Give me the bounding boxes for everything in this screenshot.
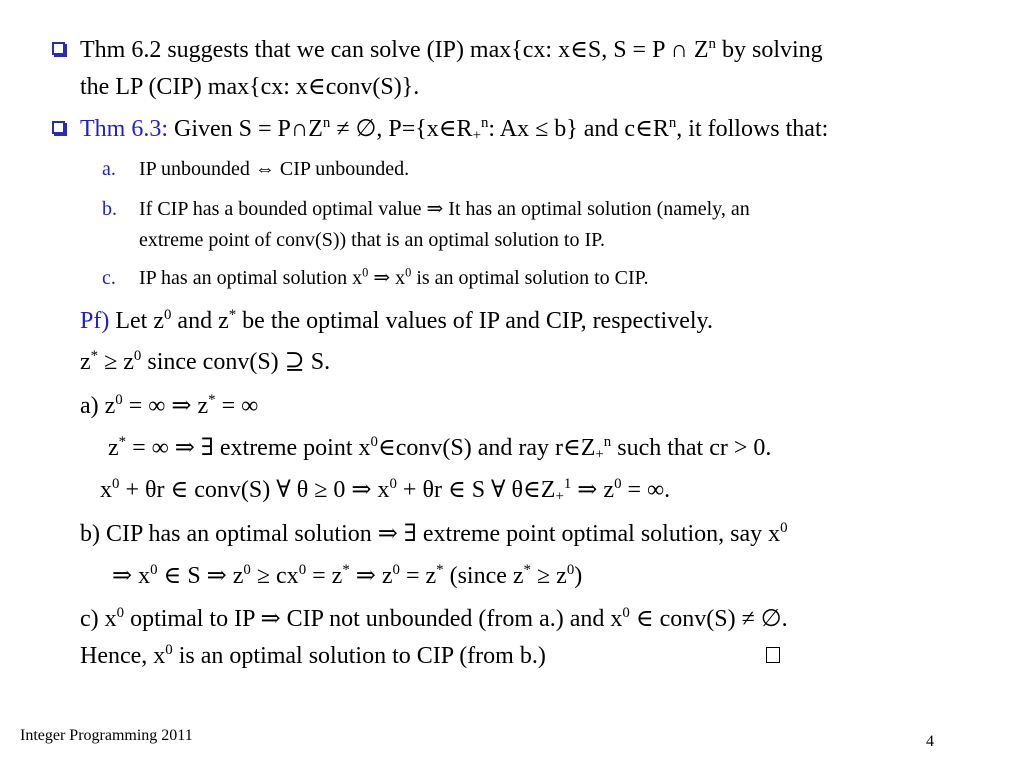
thm63-text: : Ax ≤ b} and c∈R bbox=[488, 116, 669, 142]
proof-text: ) bbox=[574, 563, 583, 589]
proof-text: such that cr > 0. bbox=[611, 435, 772, 461]
proof-text: ∈ conv(S) ≠ ∅. bbox=[629, 606, 788, 632]
proof-line-5 bbox=[100, 477, 670, 503]
proof-text: since conv(S) ⊇ S. bbox=[141, 349, 331, 375]
thm62-line2 bbox=[80, 74, 419, 100]
part-b-line1: If CIP has a bounded optimal value ⇒ It has an optimal solution (namely, an bbox=[139, 198, 750, 220]
proof-line-9 bbox=[80, 643, 546, 669]
sup: * bbox=[523, 562, 531, 579]
proof-text: c) x bbox=[80, 606, 117, 632]
proof-text: ≥ z bbox=[98, 349, 134, 375]
page-number: 4 bbox=[926, 733, 934, 750]
proof-text: Hence, x bbox=[80, 643, 166, 669]
proof-text: be the optimal values of IP and CIP, respectively. bbox=[236, 308, 713, 334]
proof-text: = ∞ ⇒ z bbox=[122, 393, 209, 419]
proof-text: (since z bbox=[443, 563, 524, 589]
proof-text: ⇒ x bbox=[112, 563, 151, 589]
sup: n bbox=[322, 115, 331, 132]
sup: 0 bbox=[362, 265, 369, 280]
part-c-t1: IP has an optimal solution x bbox=[139, 267, 363, 289]
footer-course: Integer Programming 2011 bbox=[20, 727, 193, 744]
proof-text: = ∞. bbox=[621, 477, 671, 503]
proof-text: ≥ cx bbox=[250, 563, 299, 589]
part-a-label: a. bbox=[102, 158, 116, 180]
thm63-line bbox=[80, 116, 828, 142]
sup: * bbox=[228, 307, 237, 324]
sup: 1 bbox=[563, 476, 572, 493]
sup: n bbox=[668, 115, 677, 132]
thm63-colon: : bbox=[161, 116, 168, 142]
proof-text: + θr ∈ S ∀ θ∈Z bbox=[396, 477, 556, 503]
square-bullet-icon bbox=[52, 121, 65, 134]
thm62-text-2: the LP (CIP) max{cx: x∈conv(S)}. bbox=[80, 74, 420, 100]
sup: 0 bbox=[133, 348, 142, 365]
proof-line-6 bbox=[80, 521, 788, 547]
thm63-text: , it follows that: bbox=[676, 116, 829, 142]
sup: 0 bbox=[298, 562, 307, 579]
proof-text: optimal to IP ⇒ CIP not unbounded (from a.) and x bbox=[124, 606, 623, 632]
sup: * bbox=[342, 562, 350, 579]
proof-text: x bbox=[100, 477, 112, 503]
sup: 0 bbox=[370, 434, 378, 451]
sup: * bbox=[118, 434, 127, 451]
proof-text: b) CIP has an optimal solution ⇒ ∃ extreme point optimal solution, say x bbox=[80, 521, 781, 547]
qed-box-icon bbox=[766, 647, 780, 663]
sup: 0 bbox=[405, 265, 412, 280]
part-c-t2: ⇒ x bbox=[368, 267, 406, 289]
part-a-text: IP unbounded ⇔ CIP unbounded. bbox=[139, 158, 410, 180]
proof-text: Let z bbox=[109, 308, 164, 334]
sup: 0 bbox=[150, 562, 158, 579]
proof-line-3 bbox=[80, 393, 258, 419]
sup: n bbox=[480, 115, 489, 132]
sup: 0 bbox=[622, 605, 630, 622]
square-bullet-icon bbox=[52, 42, 65, 55]
proof-text: a) z bbox=[80, 393, 116, 419]
sup: * bbox=[90, 348, 99, 365]
thm62-text: Thm 6.2 suggests that we can solve (IP) max{cx: x∈S, S = P ∩ Z bbox=[80, 37, 709, 63]
thm63-text: Given S = P∩Z bbox=[168, 116, 323, 142]
sup: 0 bbox=[392, 562, 400, 579]
sup: * bbox=[208, 392, 216, 409]
thm63-text: ≠ ∅, P={x∈R bbox=[330, 116, 473, 142]
thm62-line1 bbox=[80, 37, 823, 63]
proof-text: = z bbox=[399, 563, 437, 589]
sup: 0 bbox=[780, 520, 788, 537]
part-c-t3: is an optimal solution to CIP. bbox=[411, 267, 649, 289]
sup: 0 bbox=[243, 562, 251, 579]
thm62-text-end: by solving bbox=[715, 37, 823, 63]
sub: + bbox=[472, 127, 481, 144]
proof-text: = z bbox=[306, 563, 343, 589]
proof-line-1 bbox=[80, 308, 713, 334]
sup: n bbox=[603, 434, 612, 451]
sup: 0 bbox=[165, 642, 173, 659]
proof-line-8 bbox=[80, 606, 788, 632]
sup: 0 bbox=[163, 307, 172, 324]
proof-text: ⇒ z bbox=[571, 477, 615, 503]
proof-text: ∈conv(S) and ray r∈Z bbox=[377, 435, 596, 461]
proof-line-4 bbox=[108, 435, 771, 461]
sup: 0 bbox=[614, 476, 622, 493]
sub: + bbox=[595, 446, 604, 463]
sub: + bbox=[555, 488, 564, 505]
proof-text: is an optimal solution to CIP (from b.) bbox=[172, 643, 546, 669]
proof-text: ⇒ z bbox=[349, 563, 393, 589]
proof-text: = ∞ bbox=[215, 393, 259, 419]
proof-text: ∈ S ⇒ z bbox=[157, 563, 244, 589]
sup: 0 bbox=[389, 476, 397, 493]
proof-line-7 bbox=[112, 563, 582, 589]
proof-text: ≥ z bbox=[530, 563, 567, 589]
sup: 0 bbox=[112, 476, 120, 493]
sup: 0 bbox=[116, 605, 125, 622]
proof-text: and z bbox=[171, 308, 229, 334]
sup: 0 bbox=[115, 392, 123, 409]
part-c-text bbox=[139, 267, 649, 289]
part-b-label: b. bbox=[102, 198, 117, 220]
pf-label: Pf) bbox=[80, 308, 110, 334]
sup: 0 bbox=[566, 562, 575, 579]
sup: n bbox=[708, 36, 716, 53]
part-b-line2: extreme point of conv(S)) that is an optimal solution to IP. bbox=[139, 229, 606, 251]
proof-line-2 bbox=[80, 349, 330, 375]
proof-text: + θr ∈ conv(S) ∀ θ ≥ 0 ⇒ x bbox=[119, 477, 390, 503]
part-c-label: c. bbox=[102, 267, 116, 289]
proof-text: z bbox=[108, 435, 119, 461]
proof-text: z bbox=[80, 349, 91, 375]
thm63-label: Thm 6.3 bbox=[80, 116, 162, 142]
sup: * bbox=[436, 562, 444, 579]
proof-text: = ∞ ⇒ ∃ extreme point x bbox=[126, 435, 371, 461]
